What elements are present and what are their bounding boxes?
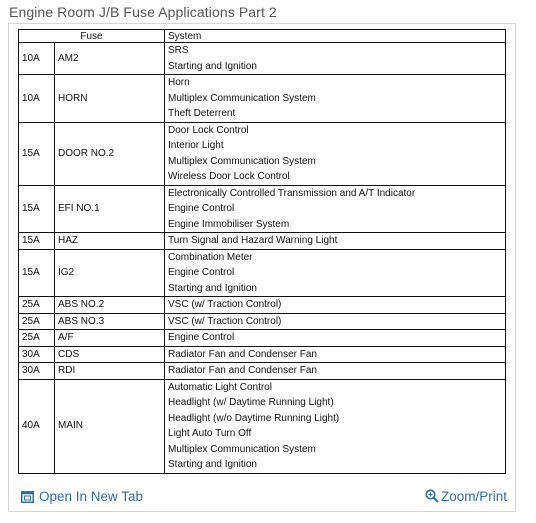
system-item: Radiator Fan and Condenser Fan	[168, 365, 317, 376]
fuse-systems	[165, 313, 506, 330]
magnifier-icon	[425, 489, 439, 503]
fuse-amperage: 40A	[19, 379, 55, 473]
table-row	[19, 379, 506, 473]
table-row	[19, 313, 506, 330]
table-row	[19, 363, 506, 380]
system-item: Headlight (w/o Daytime Running Light)	[168, 412, 340, 424]
zoom-print-label: Zoom/Print	[440, 489, 507, 504]
fuse-systems	[165, 43, 506, 75]
table-row	[19, 249, 506, 297]
table-row	[19, 43, 506, 75]
system-item: Engine Control	[168, 203, 235, 214]
figure-frame	[8, 23, 516, 512]
table-row	[19, 330, 506, 347]
system-item: Starting and Ignition	[168, 60, 257, 72]
fuse-amperage: 25A	[19, 313, 55, 330]
system-item: Headlight (w/ Daytime Running Light)	[168, 397, 334, 408]
fuse-name: ABS NO.3	[55, 313, 165, 330]
fuse-name: ABS NO.2	[55, 297, 165, 314]
fuse-systems	[165, 75, 506, 123]
open-in-new-tab-label: Open In New Tab	[39, 489, 144, 504]
fuse-name: A/F	[55, 330, 165, 347]
system-item: Multiplex Communication System	[168, 92, 316, 104]
fuse-systems	[165, 346, 506, 363]
system-item: SRS	[168, 45, 189, 56]
fuse-name: DOOR NO.2	[55, 122, 165, 185]
fuse-table	[18, 29, 506, 474]
system-item: Radiator Fan and Condenser Fan	[168, 348, 317, 360]
system-item: VSC (w/ Traction Control)	[168, 315, 282, 327]
system-item: VSC (w/ Traction Control)	[168, 299, 282, 310]
system-item: Multiplex Communication System	[168, 443, 316, 455]
fuse-amperage: 30A	[19, 346, 55, 363]
fuse-amperage: 10A	[19, 75, 55, 123]
fuse-systems	[165, 330, 506, 347]
fuse-amperage: 15A	[19, 233, 55, 250]
header-system: System	[165, 30, 506, 43]
fuse-name: HAZ	[55, 233, 165, 250]
figure-footer	[9, 485, 515, 511]
system-item: Horn	[168, 77, 190, 88]
fuse-name: IG2	[55, 249, 165, 297]
fuse-systems	[165, 379, 506, 473]
system-item: Engine Immobiliser System	[168, 218, 290, 230]
table-row	[19, 122, 506, 185]
system-item: Electronically Controlled Transmission and A/T Indicator	[168, 187, 416, 199]
table-row	[19, 346, 506, 363]
system-item: Wireless Door Lock Control	[168, 171, 290, 182]
system-item: Engine Control	[168, 267, 235, 278]
fuse-systems	[165, 297, 506, 314]
table-header-row	[19, 30, 506, 43]
fuse-name: HORN	[55, 75, 165, 123]
fuse-table-body	[19, 43, 506, 474]
fuse-amperage: 15A	[19, 122, 55, 185]
fuse-systems	[165, 185, 506, 233]
system-item: Starting and Ignition	[168, 282, 257, 294]
fuse-name: CDS	[55, 346, 165, 363]
system-item: Combination Meter	[168, 251, 253, 263]
fuse-name: EFI NO.1	[55, 185, 165, 233]
fuse-amperage: 25A	[19, 330, 55, 347]
open-in-new-tab-icon	[21, 491, 34, 503]
system-item: Theft Deterrent	[168, 108, 236, 119]
open-in-new-tab-link[interactable]	[21, 489, 143, 504]
fuse-amperage: 30A	[19, 363, 55, 380]
system-item: Light Auto Turn Off	[168, 428, 252, 439]
fuse-systems	[165, 249, 506, 297]
table-row	[19, 297, 506, 314]
fuse-amperage: 15A	[19, 249, 55, 297]
fuse-name: AM2	[55, 43, 165, 75]
fuse-systems	[165, 122, 506, 185]
table-row	[19, 233, 506, 250]
system-item: Door Lock Control	[168, 124, 249, 136]
fuse-amperage: 10A	[19, 43, 55, 75]
fuse-amperage: 25A	[19, 297, 55, 314]
header-fuse: Fuse	[19, 30, 165, 43]
fuse-table-container	[18, 29, 506, 474]
table-row	[19, 75, 506, 123]
fuse-systems	[165, 363, 506, 380]
system-item: Engine Control	[168, 332, 235, 343]
table-row	[19, 185, 506, 233]
fuse-systems	[165, 233, 506, 250]
system-item: Automatic Light Control	[168, 381, 272, 393]
system-item: Multiplex Communication System	[168, 155, 316, 167]
zoom-print-link[interactable]	[425, 489, 507, 504]
system-item: Interior Light	[168, 140, 224, 151]
system-item: Turn Signal and Hazard Warning Light	[168, 235, 338, 246]
system-item: Starting and Ignition	[168, 459, 257, 470]
fuse-name: MAIN	[55, 379, 165, 473]
fuse-amperage: 15A	[19, 185, 55, 233]
page-title: Engine Room J/B Fuse Applications Part 2	[9, 4, 277, 20]
fuse-name: RDI	[55, 363, 165, 380]
